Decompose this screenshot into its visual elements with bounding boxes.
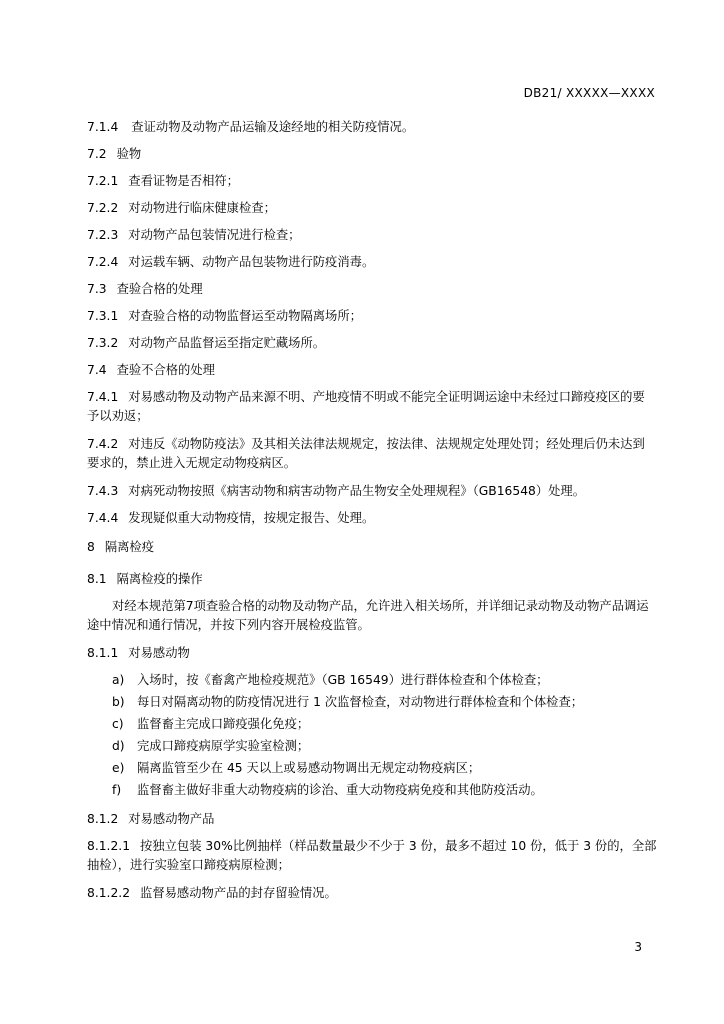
clause-7-3-1	[87, 307, 657, 326]
clause-text: 对易感动物及动物产品来源不明、产地疫情不明或不能完全证明调运途中未经过口蹄疫疫区的要予以劝返；	[87, 390, 645, 423]
clause-number: 8.1.1	[87, 646, 119, 660]
clause-number: 7.3.1	[87, 309, 119, 323]
clause-text: 发现疑似重大动物疫情，按规定报告、处理。	[128, 511, 375, 525]
list-marker: b)	[112, 695, 125, 709]
clause-text: 对违反《动物防疫法》及其相关法律法规规定，按法律、法规规定处理处罚；经处理后仍未达到要求的，禁止进入无规定动物疫病区。	[87, 437, 645, 470]
clause-8-1-body: 对经本规范第7项查验合格的动物及动物产品，允许进入相关场所，并详细记录动物及动物产品调运途中情况和通行情况，并按下列内容开展检疫监管。	[87, 599, 649, 632]
page-number: 3	[634, 940, 642, 954]
clause-number: 7.3.2	[87, 336, 119, 350]
clause-7-1-4	[87, 118, 657, 137]
clause-7-4	[87, 361, 657, 380]
document-body	[87, 118, 657, 911]
clause-text: 查验不合格的处理	[116, 363, 215, 377]
list-item	[87, 759, 657, 778]
clause-text: 隔离检疫的操作	[116, 572, 203, 586]
clause-text: 对易感动物	[128, 646, 190, 660]
clause-7-2-1	[87, 172, 657, 191]
section-number: 8	[87, 540, 95, 554]
list-marker: d)	[112, 739, 125, 753]
list-item	[87, 781, 657, 800]
clause-text: 按独立包装 30%比例抽样（样品数量最少不少于 3 份，最多不超过 10 份，低于 3 份的，全部抽检），进行实验室口蹄疫病原检测；	[87, 839, 657, 872]
clause-8-1	[87, 570, 657, 589]
clause-text: 监督易感动物产品的封存留验情况。	[140, 886, 337, 900]
clause-7-2-4	[87, 253, 657, 272]
list-item	[87, 737, 657, 756]
list-marker: e)	[112, 761, 125, 775]
list-text: 每日对隔离动物的防疫情况进行 1 次监督检查，对动物进行群体检查和个体检查；	[137, 695, 584, 709]
clause-text: 对运载车辆、动物产品包装物进行防疫消毒。	[128, 255, 375, 269]
list-item	[87, 671, 657, 690]
section-8-heading	[87, 538, 657, 557]
list-text: 完成口蹄疫病原学实验室检测；	[137, 739, 310, 753]
section-title: 隔离检疫	[104, 540, 155, 554]
clause-number: 7.4.3	[87, 484, 119, 498]
clause-number: 7.4	[87, 363, 107, 377]
list-marker: a)	[112, 673, 125, 687]
clause-7-3	[87, 280, 657, 299]
clause-number: 8.1.2.1	[87, 839, 131, 853]
list-text: 监督畜主做好非重大动物疫病的诊治、重大动物疫病免疫和其他防疫活动。	[137, 783, 543, 797]
clause-number: 7.3	[87, 282, 107, 296]
clause-text: 验物	[116, 147, 142, 161]
clause-number: 8.1	[87, 572, 107, 586]
clause-number: 7.4.1	[87, 390, 119, 404]
list-text: 隔离监管至少在 45 天以上或易感动物调出无规定动物疫病区；	[137, 761, 481, 775]
clause-text: 对病死动物按照《病害动物和病害动物产品生物安全处理规程》（GB16548）处理。	[128, 484, 586, 498]
clause-7-4-3	[87, 482, 657, 501]
clause-number: 7.1.4	[87, 120, 119, 134]
list-item	[87, 715, 657, 734]
clause-text: 查证动物及动物产品运输及途经地的相关防疫情况。	[131, 120, 415, 134]
clause-text: 对动物进行临床健康检查；	[128, 201, 276, 215]
clause-text: 查看证物是否相符；	[128, 174, 239, 188]
clause-7-2-3	[87, 226, 657, 245]
list-item	[87, 693, 657, 712]
clause-number: 8.1.2.2	[87, 886, 131, 900]
clause-8-1-2-1	[87, 837, 657, 875]
clause-text: 对易感动物产品	[128, 812, 215, 826]
clause-text: 对查验合格的动物监督运至动物隔离场所；	[128, 309, 362, 323]
clause-number: 7.2.2	[87, 201, 119, 215]
list-marker: f)	[112, 783, 122, 797]
clause-number: 7.2.1	[87, 174, 119, 188]
clause-number: 7.2	[87, 147, 107, 161]
clause-text: 对动物产品包装情况进行检查；	[128, 228, 301, 242]
clause-7-4-2	[87, 435, 657, 473]
clause-7-4-1	[87, 388, 657, 426]
clause-text: 对动物产品监督运至指定贮藏场所。	[128, 336, 326, 350]
list-text: 入场时，按《畜禽产地检疫规范》（GB 16549）进行群体检查和个体检查；	[137, 673, 549, 687]
clause-7-2-2	[87, 199, 657, 218]
standard-code: DB21/ XXXXX—XXXX	[523, 86, 655, 100]
clause-number: 7.4.2	[87, 437, 119, 451]
list-text: 监督畜主完成口蹄疫强化免疫；	[137, 717, 310, 731]
clause-number: 7.2.4	[87, 255, 119, 269]
clause-number: 8.1.2	[87, 812, 119, 826]
clause-7-4-4	[87, 509, 657, 528]
susceptible-animal-list	[87, 671, 657, 800]
clause-text: 查验合格的处理	[116, 282, 203, 296]
clause-8-1-2	[87, 810, 657, 829]
clause-8-1-2-2	[87, 884, 657, 903]
clause-number: 7.4.4	[87, 511, 119, 525]
clause-7-3-2	[87, 334, 657, 353]
clause-7-2	[87, 145, 657, 164]
clause-number: 7.2.3	[87, 228, 119, 242]
list-marker: c)	[112, 717, 124, 731]
clause-8-1-1	[87, 644, 657, 663]
